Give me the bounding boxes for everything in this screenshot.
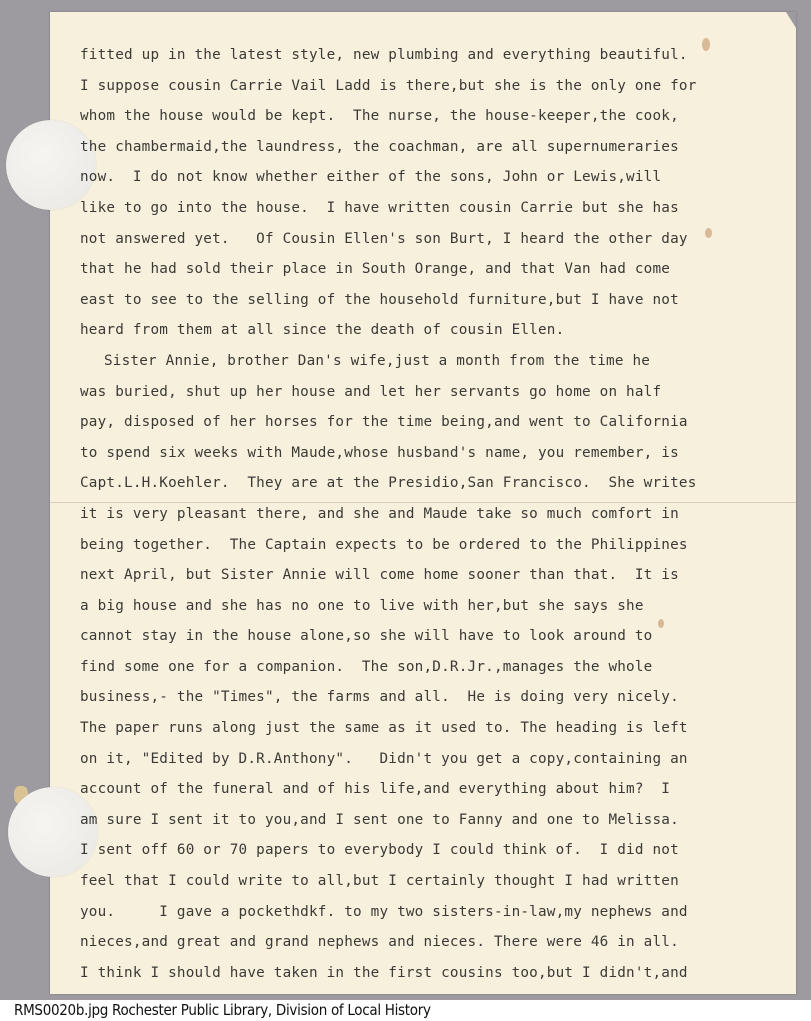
text-line: on it, "Edited by D.R.Anthony". Didn't you get a copy,containing an [80, 750, 688, 767]
text-line: fitted up in the latest style, new plumbing and everything beautiful. [80, 47, 688, 63]
text-line: next April, but Sister Annie will come home sooner than that. It is [80, 567, 679, 584]
text-line: find some one for a companion. The son,D.R.Jr.,manages the whole [80, 658, 653, 675]
text-line: now. I do not know whether either of the sons, John or Lewis,will [80, 169, 662, 186]
image-caption: RMS0020b.jpg Rochester Public Library, Division of Local History [14, 1001, 431, 1019]
text-line: I suppose cousin Carrie Vail Ladd is there,but she is the only one for [80, 77, 697, 94]
text-line: feel that I could write to all,but I certainly thought I had written [80, 873, 679, 890]
text-line: heard from them at all since the death of cousin Ellen. [80, 322, 565, 339]
text-line: you. I gave a pockethdkf. to my two sisters-in-law,my nephews and [80, 903, 688, 920]
text-line: The paper runs along just the same as it used to. The heading is left [80, 720, 688, 737]
text-line: Capt.L.H.Koehler. They are at the Presidio,San Francisco. She writes [80, 475, 697, 492]
text-line: pay, disposed of her horses for the time being,and went to California [80, 414, 688, 431]
text-line: I think I should have taken in the first cousins too,but I didn't,and [80, 964, 688, 981]
text-line: east to see to the selling of the household furniture,but I have not [80, 291, 679, 308]
text-line: cannot stay in the house alone,so she will have to look around to [80, 628, 653, 645]
text-line: a big house and she has no one to live with her,but she says she [80, 597, 644, 614]
text-line: whom the house would be kept. The nurse, the house-keeper,the cook, [80, 108, 679, 125]
text-line: that he had sold their place in South Orange, and that Van had come [80, 261, 671, 278]
typewritten-text [80, 40, 720, 988]
text-line: like to go into the house. I have written cousin Carrie but she has [80, 199, 679, 216]
text-line: being together. The Captain expects to be ordered to the Philippines [80, 536, 688, 553]
text-line: not answered yet. Of Cousin Ellen's son Burt, I heard the other day [80, 230, 688, 247]
text-line: to spend six weeks with Maude,whose husband's name, you remember, is [80, 444, 679, 461]
paragraph-start-line: Sister Annie, brother Dan's wife,just a month from the time he [104, 352, 651, 369]
text-line: the chambermaid,the laundress, the coachman, are all supernumeraries [80, 138, 679, 155]
text-line: was buried, shut up her house and let her servants go home on half [80, 383, 662, 400]
text-line: it is very pleasant there, and she and Maude take so much comfort in [80, 505, 679, 522]
text-line: business,- the "Times", the farms and all. He is doing very nicely. [80, 689, 679, 706]
text-line: I sent off 60 or 70 papers to everybody I could think of. I did not [80, 842, 679, 859]
text-line: am sure I sent it to you,and I sent one to Fanny and one to Melissa. [80, 811, 679, 828]
page-corner-fold [786, 12, 796, 28]
text-line: account of the funeral and of his life,and everything about him? I [80, 781, 671, 798]
text-line: nieces,and great and grand nephews and nieces. There were 46 in all. [80, 934, 679, 951]
